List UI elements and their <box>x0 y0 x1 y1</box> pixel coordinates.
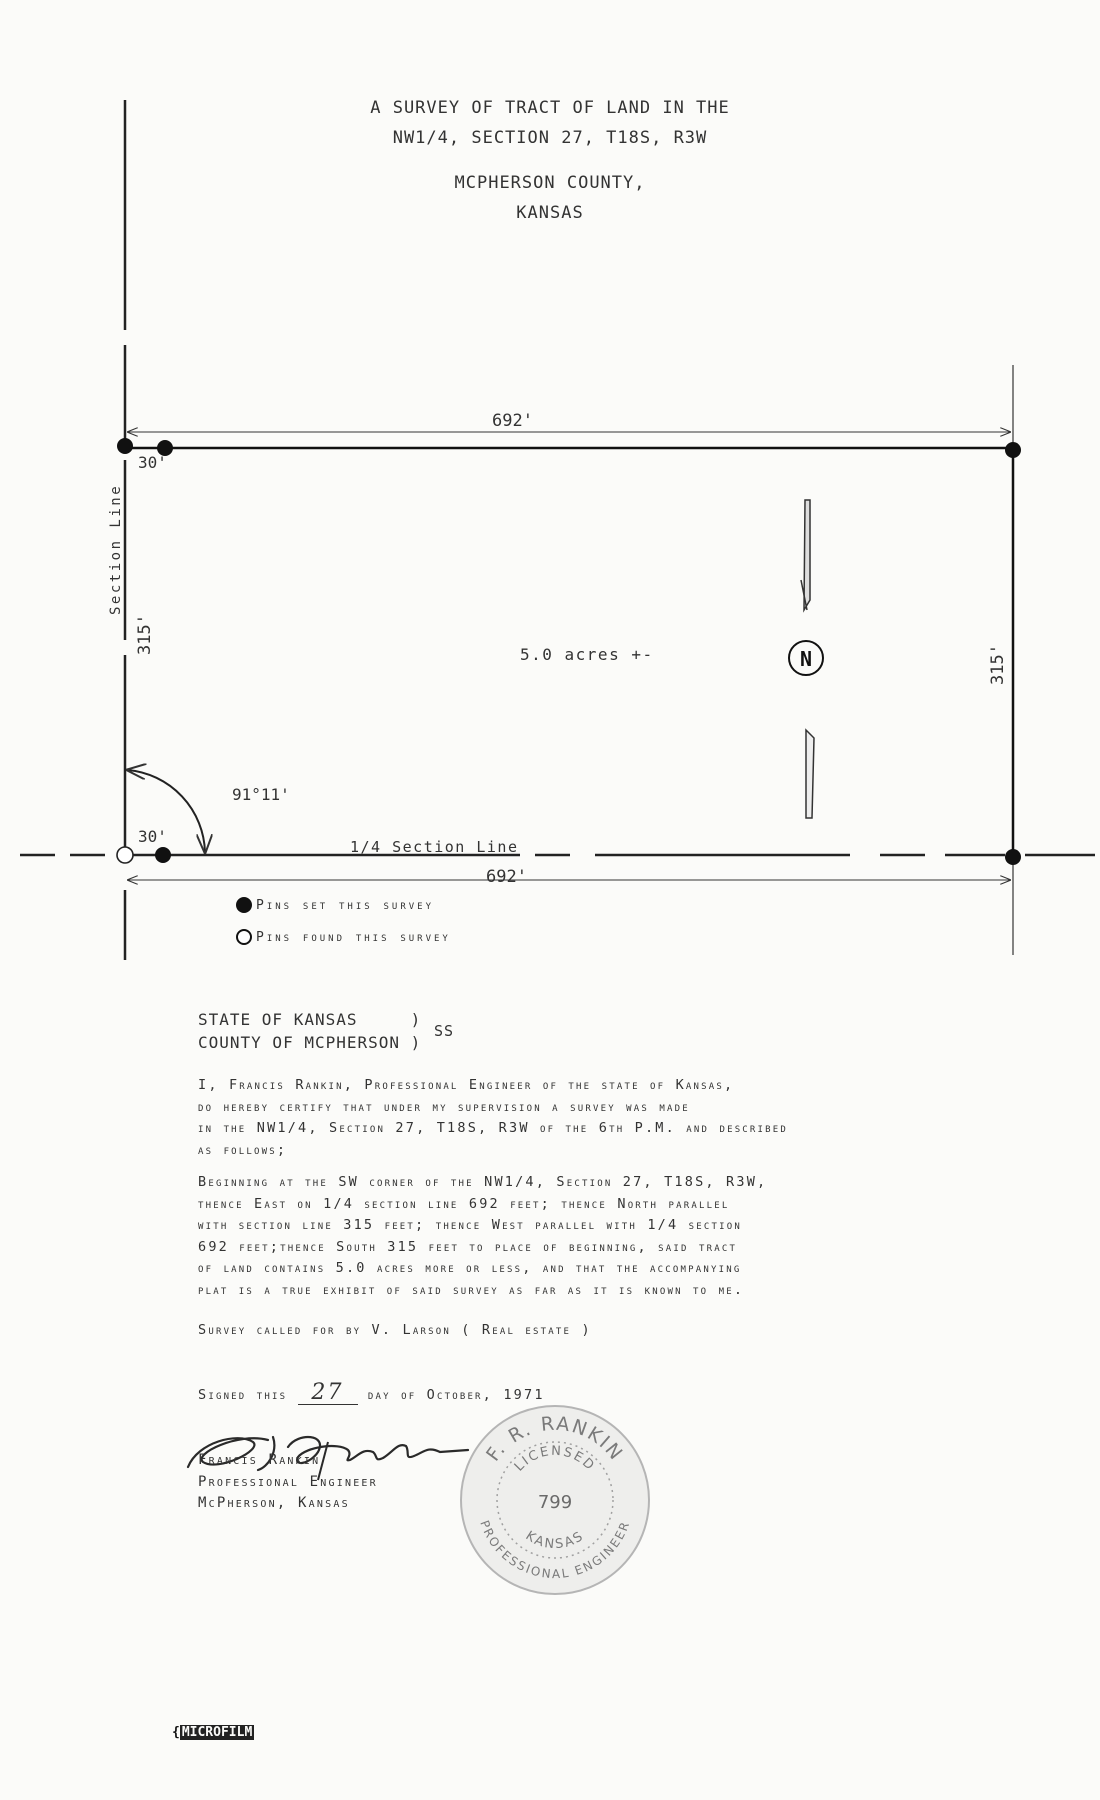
description-line: 692 feet;thence South 315 feet to place of beginning, said tract <box>198 1238 738 1255</box>
north-label: N <box>799 647 813 671</box>
offset-bottom-label: 30' <box>138 827 167 846</box>
description-line: Beginning at the SW corner of the NW1/4, Section 27, T18S, R3W, <box>198 1174 768 1190</box>
left-dimension-label: 315' <box>135 614 155 655</box>
description-line: plat is a true exhibit of said survey as far as it is known to me. <box>198 1281 745 1298</box>
engineer-seal <box>455 1400 655 1600</box>
description-line: with section line 315 feet; thence West parallel with 1/4 section <box>198 1217 742 1233</box>
pin-set-sw-offset <box>155 847 171 863</box>
seal-bottom-text: PROFESSIONAL ENGINEER <box>477 1518 633 1582</box>
venue-ss: SS <box>434 1022 455 1040</box>
signed-day: 27 <box>298 1382 358 1405</box>
signed-prefix: Signed this <box>198 1387 288 1403</box>
offset-top-label: 30' <box>138 453 167 472</box>
pin-set-ne-corner <box>1005 442 1021 458</box>
pin-found-sw-corner <box>117 847 133 863</box>
signed-suffix: day of October, 1971 <box>367 1387 545 1403</box>
signer-city: McPherson, Kansas <box>198 1495 350 1511</box>
bottom-dimension-label: 692' <box>486 867 527 887</box>
description-line: thence East on 1/4 section line 692 feet; thence North parallel <box>198 1195 730 1212</box>
signer-title: Professional Engineer <box>198 1473 378 1490</box>
pin-found-icon <box>236 929 252 945</box>
pin-set-nw-corner <box>117 438 133 454</box>
angle-label: 91°11' <box>232 785 290 804</box>
header-line-4: KANSAS <box>516 203 584 223</box>
header-line-3: MCPHERSON COUNTY, <box>454 173 646 193</box>
description-line: of land contains 5.0 acres more or less, and that the accompanying <box>198 1260 742 1276</box>
certification-paragraph <box>198 1075 918 1161</box>
seal-top-text: F. R. RANKIN <box>482 1412 628 1466</box>
legend-pins-found-label: Pins found this survey <box>256 929 451 945</box>
certification-line: do hereby certify that under my supervision a survey was made <box>198 1098 690 1115</box>
seal-number: 799 <box>537 1492 573 1513</box>
signer-name: Francis Rankin <box>198 1452 321 1468</box>
header-line-1: A SURVEY OF TRACT OF LAND IN THE <box>370 98 730 118</box>
pin-set-se-corner <box>1005 849 1021 865</box>
legend-pins-found <box>236 929 451 945</box>
pin-set-icon <box>236 897 252 913</box>
header-line-2: NW1/4, SECTION 27, T18S, R3W <box>392 128 708 148</box>
legend-pins-set <box>236 897 434 913</box>
microfilm-text: MICROFILM <box>181 1725 253 1740</box>
seal-state-text: KANSAS <box>522 1528 588 1553</box>
right-dimension-label: 315' <box>988 644 1008 685</box>
venue-state: STATE OF KANSAS ) <box>198 1010 422 1029</box>
certification-line: I, Francis Rankin, Professional Engineer of the state of Kansas, <box>198 1077 735 1093</box>
legend-pins-set-label: Pins set this survey <box>256 897 435 913</box>
quarter-section-line-label: 1/4 Section Line <box>350 838 519 856</box>
area-label: 5.0 acres +- <box>520 645 654 664</box>
top-dimension-label: 692' <box>492 411 533 431</box>
survey-called-for: Survey called for by V. Larson ( Real estate ) <box>198 1322 592 1338</box>
certification-line: as follows; <box>198 1141 288 1158</box>
venue-county: COUNTY OF MCPHERSON ) <box>198 1033 422 1052</box>
seal-inner-text: LICENSED <box>511 1443 599 1475</box>
microfilm-stamp: { MICROFILM <box>172 1725 253 1740</box>
certification-line: in the NW1/4, Section 27, T18S, R3W of the 6th P.M. and described <box>198 1120 789 1136</box>
section-line-label: Section Line <box>108 483 124 615</box>
legal-description <box>198 1172 918 1301</box>
